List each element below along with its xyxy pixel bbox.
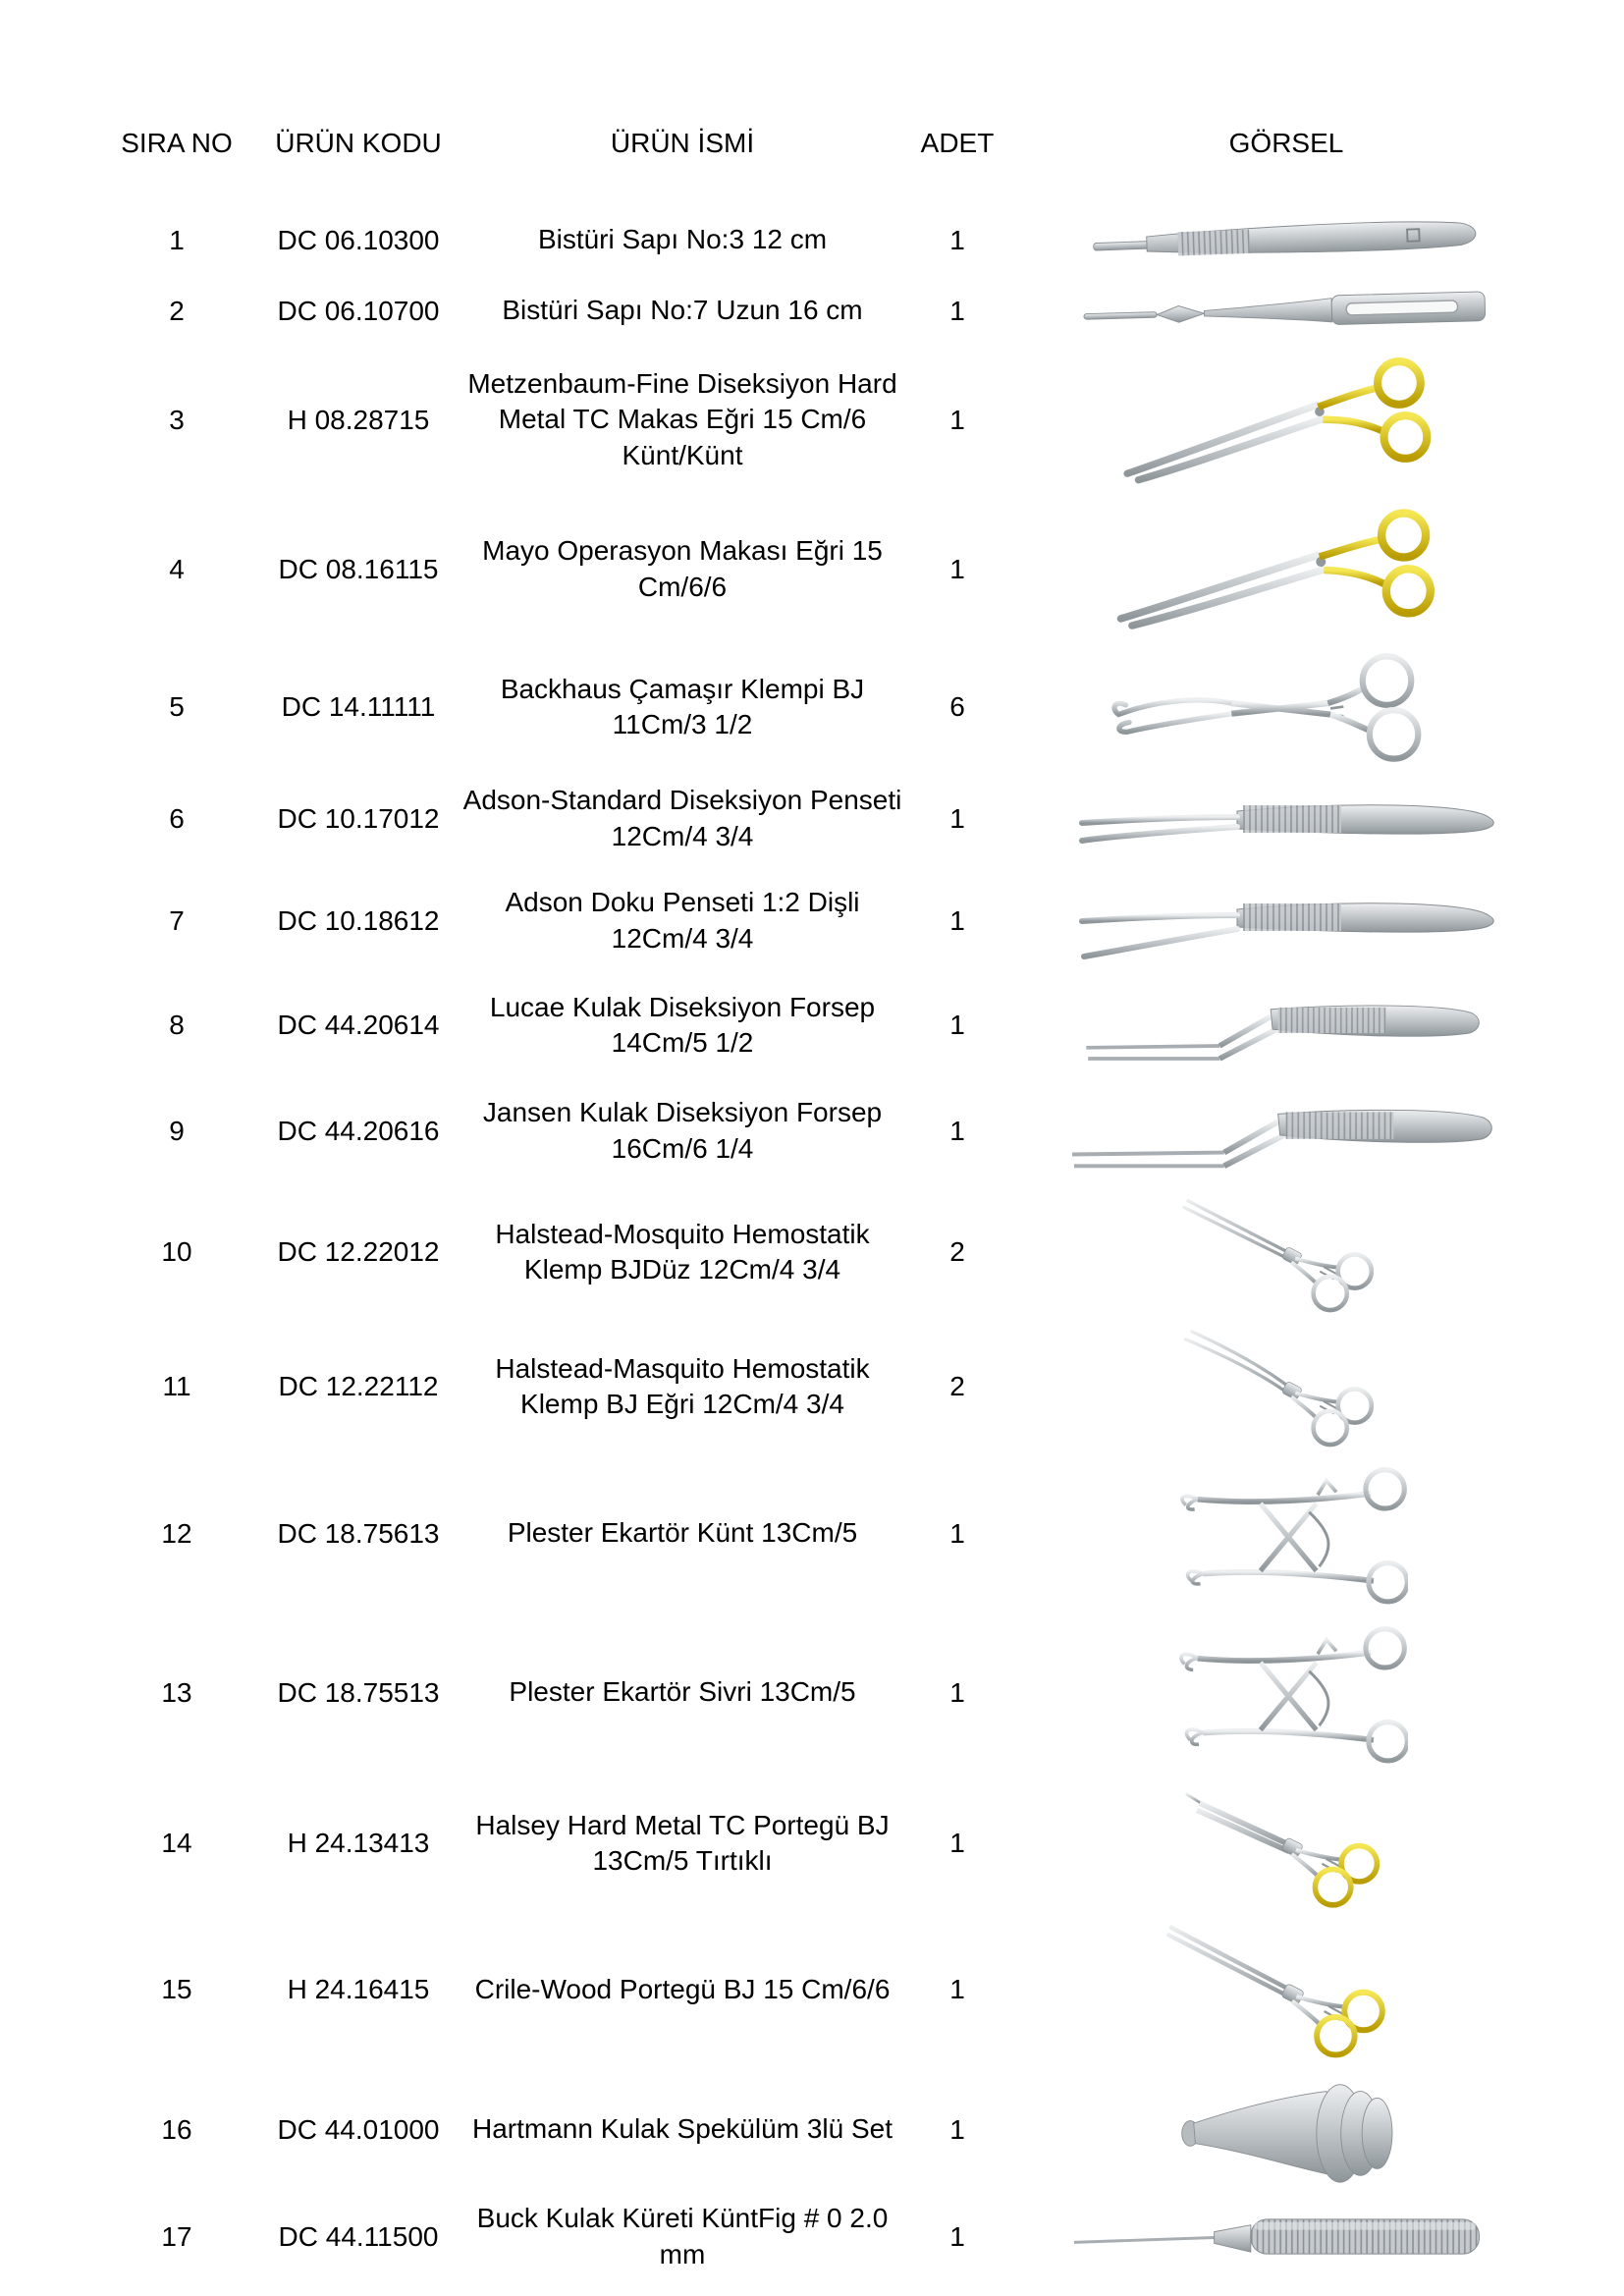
scalpel-handle-no7-image: [1011, 286, 1561, 337]
sira-no-value: 12: [161, 1517, 192, 1549]
urun-ismi-value: Metzenbaum-Fine Diseksiyon Hard Metal TC Makas Eğri 15 Cm/6 Künt/Künt: [467, 367, 897, 471]
sira-no-value: 13: [161, 1676, 192, 1708]
urun-ismi-value: Lucae Kulak Diseksiyon Forsep 14Cm/5 1/2: [489, 991, 876, 1059]
urun-ismi-value: Halstead-Mosquito Hemostatik Klemp BJDüz 12Cm/4 3/4: [495, 1218, 870, 1285]
tc-scissors-curved-image: [1011, 353, 1561, 488]
adet-value: 1: [949, 404, 965, 435]
table-header-row: [98, 126, 1561, 162]
urun-ismi-value: Bistüri Sapı No:7 Uzun 16 cm: [502, 295, 863, 326]
sira-no-value: 8: [169, 1010, 185, 1041]
table-row: [98, 205, 1561, 276]
table-row: [98, 1077, 1561, 1185]
urun-ismi-value: Adson-Standard Diseksiyon Penseti 12Cm/4 3/4: [462, 785, 902, 851]
sira-no-value: 9: [169, 1115, 185, 1146]
hemostat-straight-image: [1011, 1191, 1561, 1314]
urun-kodu-value: DC 06.10300: [277, 224, 440, 255]
table-row: [98, 2195, 1561, 2279]
ear-curette-image: [1011, 2206, 1561, 2268]
urun-ismi-value: Bistüri Sapı No:3 12 cm: [537, 224, 828, 255]
tc-needle-holder-gold-long-image: [1011, 1921, 1561, 2059]
sira-no-value: 17: [161, 2220, 192, 2252]
sira-no-value: 10: [161, 1236, 192, 1268]
plester-retractor-sharp-image: [1011, 1619, 1561, 1767]
header-urun-kodu: ÜRÜN KODU: [275, 128, 442, 159]
table-row: [98, 974, 1561, 1077]
adson-toothed-forceps-image: [1011, 874, 1561, 968]
adet-value: 1: [949, 1115, 965, 1146]
urun-ismi-value: Hartmann Kulak Spekülüm 3lü Set: [472, 2113, 893, 2145]
urun-kodu-value: DC 10.18612: [277, 904, 440, 936]
urun-ismi-value: Backhaus Çamaşır Klempi BJ 11Cm/3 1/2: [500, 673, 865, 740]
tc-needle-holder-gold-image: [1011, 1778, 1561, 1909]
urun-ismi-value: Adson Doku Penseti 1:2 Dişli 12Cm/4 3/4: [505, 887, 860, 954]
urun-kodu-value: DC 44.20616: [277, 1115, 440, 1146]
sira-no-value: 1: [169, 224, 185, 255]
table-body: [98, 205, 1561, 2279]
adet-value: 1: [949, 1517, 965, 1549]
urun-ismi-value: Jansen Kulak Diseksiyon Forsep 16Cm/6 1/4: [482, 1097, 883, 1164]
sira-no-value: 16: [161, 2113, 192, 2145]
urun-ismi-value: Plester Ekartör Sivri 13Cm/5: [509, 1676, 856, 1708]
sira-no-value: 15: [161, 1974, 192, 2005]
adet-value: 2: [949, 1236, 965, 1268]
urun-ismi-value: Halsey Hard Metal TC Portegü BJ 13Cm/5 Tırtıklı: [475, 1809, 890, 1877]
bayonet-forceps-long-image: [1011, 1083, 1561, 1179]
adet-value: 1: [949, 802, 965, 834]
adet-value: 1: [949, 224, 965, 255]
table-row: [98, 1320, 1561, 1454]
urun-ismi-value: Crile-Wood Portegü BJ 15 Cm/6/6: [474, 1973, 891, 2004]
urun-kodu-value: DC 44.20614: [277, 1010, 440, 1041]
table-row: [98, 2065, 1561, 2195]
table-row: [98, 1773, 1561, 1915]
urun-kodu-value: DC 12.22012: [277, 1236, 440, 1268]
urun-ismi-value: Buck Kulak Küreti KüntFig # 0 2.0 mm: [476, 2202, 889, 2269]
table-row: [98, 347, 1561, 494]
urun-kodu-value: H 24.13413: [287, 1828, 430, 1859]
table-row: [98, 1613, 1561, 1773]
ear-speculum-image: [1011, 2071, 1561, 2189]
urun-kodu-value: DC 18.75613: [277, 1517, 440, 1549]
urun-kodu-value: DC 44.01000: [277, 2113, 440, 2145]
adet-value: 1: [949, 1974, 965, 2005]
table-row: [98, 1454, 1561, 1613]
adet-value: 6: [949, 691, 965, 723]
adet-value: 1: [949, 295, 965, 326]
adet-value: 1: [949, 1676, 965, 1708]
tc-scissors-curved-2-image: [1011, 500, 1561, 639]
urun-ismi-value: Halstead-Masquito Hemostatik Klemp BJ Eğri 12Cm/4 3/4: [495, 1352, 870, 1420]
table-row: [98, 1185, 1561, 1320]
hemostat-curved-image: [1011, 1326, 1561, 1449]
urun-kodu-value: DC 18.75513: [277, 1676, 440, 1708]
urun-kodu-value: DC 06.10700: [277, 295, 440, 326]
urun-kodu-value: DC 08.16115: [278, 553, 439, 584]
sira-no-value: 7: [169, 904, 185, 936]
product-table: [98, 126, 1561, 2279]
table-row: [98, 1915, 1561, 2065]
urun-kodu-value: DC 14.11111: [281, 691, 436, 723]
adet-value: 1: [949, 2220, 965, 2252]
scalpel-handle-no3-image: [1011, 216, 1561, 264]
sira-no-value: 6: [169, 802, 185, 834]
urun-kodu-value: DC 12.22112: [278, 1371, 439, 1402]
table-row: [98, 770, 1561, 868]
header-adet: ADET: [920, 128, 995, 159]
table-row: [98, 494, 1561, 645]
urun-ismi-value: Mayo Operasyon Makası Eğri 15 Cm/6/6: [482, 535, 883, 602]
table-row: [98, 276, 1561, 347]
adet-value: 1: [949, 2113, 965, 2145]
towel-clamp-image: [1011, 651, 1561, 764]
bayonet-forceps-image: [1011, 980, 1561, 1071]
adson-forceps-image: [1011, 776, 1561, 862]
header-urun-ismi: ÜRÜN İSMİ: [610, 128, 755, 158]
table-row: [98, 868, 1561, 974]
urun-kodu-value: H 08.28715: [287, 404, 430, 435]
sira-no-value: 2: [169, 295, 185, 326]
urun-ismi-value: Plester Ekartör Künt 13Cm/5: [507, 1517, 858, 1549]
header-sira-no: SIRA NO: [121, 128, 233, 159]
sira-no-value: 11: [162, 1371, 191, 1402]
adet-value: 1: [949, 553, 965, 584]
sira-no-value: 4: [169, 553, 185, 584]
table-row: [98, 645, 1561, 770]
urun-kodu-value: DC 44.11500: [278, 2220, 439, 2252]
adet-value: 1: [949, 1010, 965, 1041]
adet-value: 2: [949, 1371, 965, 1402]
urun-kodu-value: DC 10.17012: [277, 802, 440, 834]
header-gorsel: GÖRSEL: [1228, 128, 1344, 159]
sira-no-value: 3: [169, 404, 185, 435]
sira-no-value: 14: [161, 1828, 192, 1859]
plester-retractor-blunt-image: [1011, 1460, 1561, 1608]
sira-no-value: 5: [169, 691, 185, 723]
adet-value: 1: [949, 1828, 965, 1859]
adet-value: 1: [949, 904, 965, 936]
urun-kodu-value: H 24.16415: [287, 1974, 430, 2005]
